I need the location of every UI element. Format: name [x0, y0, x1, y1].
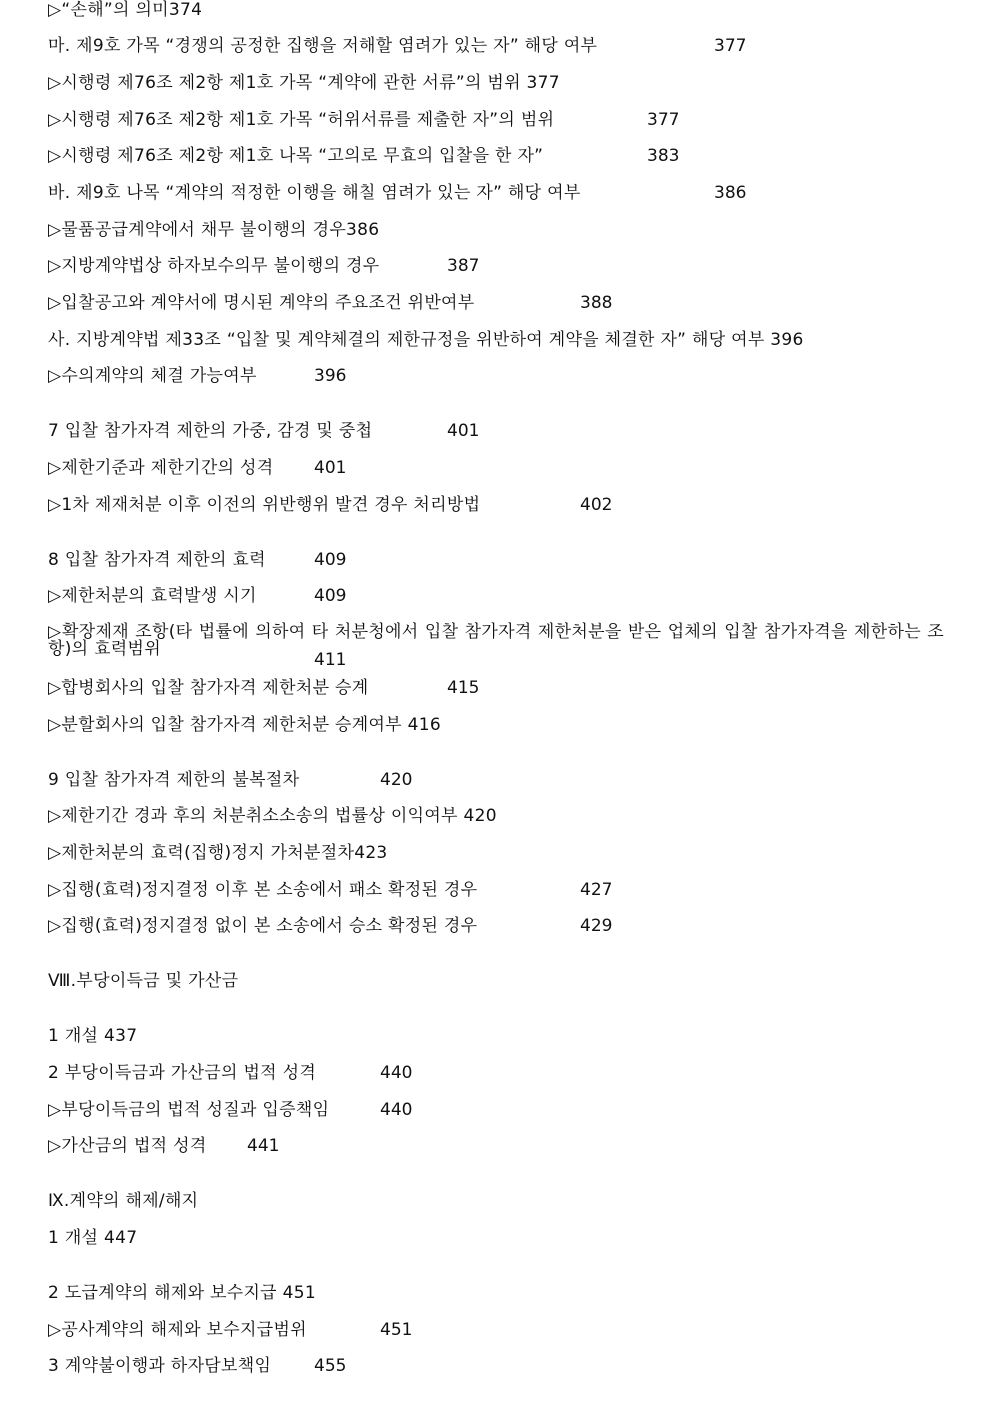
toc-entry: ▷입찰공고와 계약서에 명시된 계약의 주요조건 위반여부 — [48, 293, 475, 313]
toc-entry: ▷시행령 제76조 제2항 제1호 가목 “허위서류를 제출한 자”의 범위 — [48, 110, 555, 130]
toc-page-number: 411 — [314, 650, 347, 670]
toc-entry: Ⅸ.계약의 해제/해지 — [48, 1191, 199, 1211]
toc-entry: ▷시행령 제76조 제2항 제1호 가목 “계약에 관한 서류”의 범위 377 — [48, 73, 560, 93]
toc-page-number: 402 — [580, 495, 613, 515]
toc-entry: Ⅷ.부당이득금 및 가산금 — [48, 971, 239, 991]
toc-entry: ▷제한처분의 효력발생 시기 — [48, 586, 257, 606]
toc-entry: ▷합병회사의 입찰 참가자격 제한처분 승계 — [48, 678, 369, 698]
toc-entry: ▷제한처분의 효력(집행)정지 가처분절차423 — [48, 843, 388, 863]
toc-entry: 9 입찰 참가자격 제한의 불복절차 — [48, 770, 300, 790]
toc-page-number: 440 — [380, 1063, 413, 1083]
toc-page-number: 401 — [447, 421, 480, 441]
toc-entry: 2 도급계약의 해제와 보수지급 451 — [48, 1283, 316, 1303]
toc-page-number: 409 — [314, 550, 347, 570]
toc-entry: 사. 지방계약법 제33조 “입찰 및 계약체결의 제한규정을 위반하여 계약을 체결한 자” 해당 여부 396 — [48, 330, 804, 350]
toc-entry: 8 입찰 참가자격 제한의 효력 — [48, 550, 266, 570]
toc-entry: ▷부당이득금의 법적 성질과 입증책임 — [48, 1100, 330, 1120]
toc-page-number: 409 — [314, 586, 347, 606]
toc-page-number: 415 — [447, 678, 480, 698]
toc-entry: ▷물품공급계약에서 채무 불이행의 경우386 — [48, 220, 380, 240]
toc-entry: ▷1차 제재처분 이후 이전의 위반행위 발견 경우 처리방법 — [48, 495, 481, 515]
toc-entry: ▷제한기간 경과 후의 처분취소소송의 법률상 이익여부 420 — [48, 806, 497, 826]
toc-entry: 1 개설 437 — [48, 1026, 138, 1046]
toc-entry: ▷공사계약의 해제와 보수지급범위 — [48, 1320, 307, 1340]
toc-page-number: 388 — [580, 293, 613, 313]
toc-entry: 2 부당이득금과 가산금의 법적 성격 — [48, 1063, 317, 1083]
toc-entry: 7 입찰 참가자격 제한의 가중, 감경 및 중첩 — [48, 421, 373, 441]
toc-page-number: 387 — [447, 256, 480, 276]
toc-page-number: 420 — [380, 770, 413, 790]
toc-page-number: 396 — [314, 366, 347, 386]
toc-page-number: 377 — [714, 36, 747, 56]
toc-page-number: 386 — [714, 183, 747, 203]
toc-page-number: 401 — [314, 458, 347, 478]
toc-page-number: 441 — [247, 1136, 280, 1156]
toc-entry: 바. 제9호 나목 “계약의 적정한 이행을 해칠 염려가 있는 자” 해당 여부 — [48, 183, 581, 203]
toc-page-number: 377 — [647, 110, 680, 130]
toc-entry: 마. 제9호 가목 “경쟁의 공정한 집행을 저해할 염려가 있는 자” 해당 여부 — [48, 36, 598, 56]
toc-entry: ▷시행령 제76조 제2항 제1호 나목 “고의로 무효의 입찰을 한 자” — [48, 146, 544, 166]
toc-entry: ▷지방계약법상 하자보수의무 불이행의 경우 — [48, 256, 380, 276]
toc-page-number: 451 — [380, 1320, 413, 1340]
toc-page-number: 427 — [580, 880, 613, 900]
toc-entry: 3 계약불이행과 하자담보책임 — [48, 1356, 272, 1376]
toc-entry: ▷확장제재 조항(타 법률에 의하여 타 처분청에서 입찰 참가자격 제한처분을 받은 업체의 입찰 참가자격을 제한하는 조항)의 효력범위 — [48, 622, 944, 659]
toc-entry: ▷가산금의 법적 성격 — [48, 1136, 207, 1156]
toc-entry: 1 개설 447 — [48, 1228, 138, 1248]
toc-page-number: 383 — [647, 146, 680, 166]
toc-entry: ▷집행(효력)정지결정 없이 본 소송에서 승소 확정된 경우 — [48, 916, 478, 936]
toc-entry: ▷제한기준과 제한기간의 성격 — [48, 458, 274, 478]
toc-page-number: 440 — [380, 1100, 413, 1120]
toc-entry: ▷“손해”의 의미374 — [48, 0, 203, 20]
toc-page-number: 455 — [314, 1356, 347, 1376]
toc-entry: ▷분할회사의 입찰 참가자격 제한처분 승계여부 416 — [48, 715, 441, 735]
toc-page-number: 429 — [580, 916, 613, 936]
toc-entry: ▷집행(효력)정지결정 이후 본 소송에서 패소 확정된 경우 — [48, 880, 478, 900]
toc-entry: ▷수의계약의 체결 가능여부 — [48, 366, 257, 386]
